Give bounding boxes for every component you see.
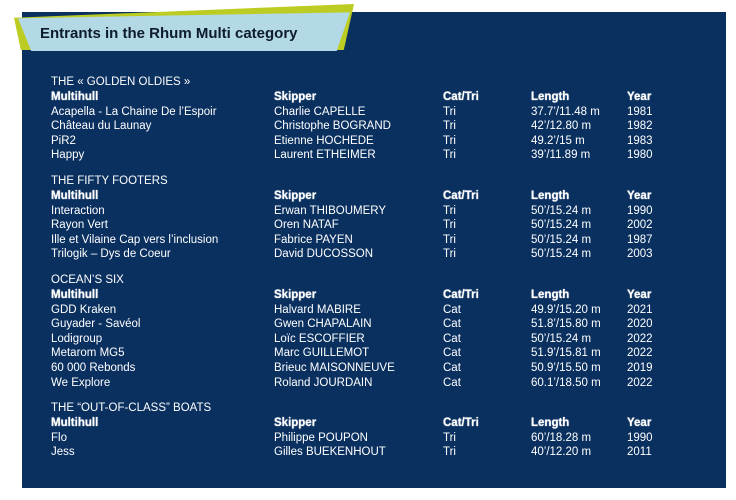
multihull-cell: We Explore [51, 376, 111, 389]
multihull-cell: Interaction [51, 204, 105, 217]
year-cell: 2022 [627, 347, 653, 360]
length-cell: 50’/15.24 m [531, 332, 592, 345]
cattri-header: Cat/Tri [443, 417, 479, 430]
year-cell: 2019 [627, 361, 653, 374]
skipper-cell: Gwen CHAPALAIN [274, 318, 372, 331]
length-cell: 50’/15.24 m [531, 233, 592, 246]
cattri-cell: Tri [443, 248, 456, 261]
skipper-cell: Brieuc MAISONNEUVE [274, 361, 395, 374]
length-cell: 49.2’/15 m [531, 134, 585, 147]
length-cell: 51.8’/15.80 m [531, 318, 601, 331]
skipper-cell: Marc GUILLEMOT [274, 347, 370, 360]
year-cell: 2022 [627, 332, 653, 345]
skipper-cell: Loïc ESCOFFIER [274, 332, 365, 345]
table-row [51, 233, 701, 248]
length-header: Length [531, 288, 570, 301]
multihull-cell: Jess [51, 446, 75, 459]
skipper-cell: Halvard MABIRE [274, 303, 361, 316]
length-cell: 60’/18.28 m [531, 431, 592, 444]
multihull-cell: Flo [51, 431, 67, 444]
section-title: THE FIFTY FOOTERS [51, 174, 168, 187]
cattri-header: Cat/Tri [443, 189, 479, 202]
page-title: Entrants in the Rhum Multi category [40, 25, 298, 42]
year-cell: 2011 [627, 446, 652, 459]
entrants-table [51, 75, 701, 471]
section-title: OCEAN’S SIX [51, 273, 124, 286]
length-cell: 50’/15.24 m [531, 219, 592, 232]
header-row [51, 90, 701, 105]
year-cell: 1990 [627, 431, 653, 444]
multihull-cell: GDD Kraken [51, 303, 117, 316]
table-row [51, 119, 701, 134]
cattri-cell: Tri [443, 219, 456, 232]
skipper-cell: Etienne HOCHEDE [274, 134, 374, 147]
skipper-header: Skipper [274, 417, 317, 430]
multihull-header: Multihull [51, 91, 99, 103]
section-title: THE “OUT-OF-CLASS” BOATS [51, 402, 212, 415]
section [51, 401, 701, 460]
multihull-cell: Guyader - Savéol [51, 318, 141, 331]
multihull-cell: Metarom MG5 [51, 347, 125, 360]
table-row [51, 445, 701, 460]
year-cell: 1983 [627, 134, 653, 147]
cattri-cell: Tri [443, 120, 456, 133]
multihull-cell: Happy [51, 149, 85, 162]
cattri-cell: Tri [443, 204, 456, 217]
length-cell: 49.9’/15.20 m [531, 303, 601, 316]
cattri-cell: Cat [443, 347, 461, 360]
skipper-header: Skipper [274, 288, 317, 301]
year-cell: 2003 [627, 248, 653, 261]
skipper-cell: Laurent ETHEIMER [274, 149, 376, 162]
year-cell: 2002 [627, 219, 653, 232]
year-header: Year [627, 417, 652, 430]
table-row [51, 105, 701, 120]
table-row [51, 303, 701, 318]
section [51, 75, 701, 163]
year-cell: 1981 [627, 105, 653, 118]
year-header: Year [627, 91, 652, 103]
skipper-cell: Charlie CAPELLE [274, 105, 366, 118]
multihull-header: Multihull [51, 189, 99, 202]
multihull-cell: Lodigroup [51, 332, 103, 345]
multihull-cell: Trilogik – Dys de Coeur [51, 248, 171, 261]
length-header: Length [531, 417, 570, 430]
cattri-cell: Cat [443, 303, 461, 316]
section [51, 273, 701, 390]
year-cell: 1987 [627, 233, 653, 246]
cattri-cell: Cat [443, 361, 461, 374]
skipper-cell: Gilles BUEKENHOUT [274, 446, 386, 459]
year-cell: 2022 [627, 376, 653, 389]
multihull-cell: 60 000 Rebonds [51, 361, 136, 374]
multihull-cell: PiR2 [51, 134, 76, 147]
length-header: Length [531, 91, 570, 103]
cattri-cell: Tri [443, 446, 456, 459]
skipper-cell: Christophe BOGRAND [274, 120, 391, 133]
length-header: Length [531, 189, 570, 202]
length-cell: 51.9’/15.81 m [531, 347, 601, 360]
length-cell: 40’/12.20 m [531, 446, 592, 459]
length-cell: 50.9’/15.50 m [531, 361, 601, 374]
skipper-cell: Roland JOURDAIN [274, 376, 373, 389]
cattri-cell: Cat [443, 318, 461, 331]
cattri-header: Cat/Tri [443, 91, 479, 103]
year-cell: 2020 [627, 318, 653, 331]
table-row [51, 361, 701, 376]
cattri-cell: Tri [443, 149, 456, 162]
table-row [51, 204, 701, 219]
header-row [51, 288, 701, 303]
table-row [51, 148, 701, 163]
cattri-cell: Cat [443, 332, 461, 345]
cattri-cell: Tri [443, 431, 456, 444]
length-cell: 37.7’/11.48 m [531, 105, 600, 118]
multihull-cell: Château du Launay [51, 120, 152, 133]
multihull-cell: Ille et Vilaine Cap vers l’inclusion [51, 233, 219, 246]
skipper-cell: Philippe POUPON [274, 431, 368, 444]
multihull-header: Multihull [51, 288, 99, 301]
table-row [51, 218, 701, 233]
multihull-header: Multihull [51, 417, 99, 430]
length-cell: 42’/12.80 m [531, 120, 592, 133]
cattri-cell: Tri [443, 233, 456, 246]
skipper-cell: Erwan THIBOUMERY [274, 204, 387, 217]
table-row [51, 247, 701, 262]
multihull-cell: Rayon Vert [51, 219, 108, 232]
year-header: Year [627, 288, 652, 301]
cattri-cell: Cat [443, 376, 461, 389]
multihull-cell: Acapella - La Chaine De l’Espoir [51, 105, 217, 118]
table-row [51, 346, 701, 361]
year-cell: 1990 [627, 204, 653, 217]
year-cell: 1982 [627, 120, 653, 133]
cattri-cell: Tri [443, 134, 456, 147]
length-cell: 50’/15.24 m [531, 248, 592, 261]
skipper-cell: David DUCOSSON [274, 248, 374, 261]
header-row [51, 189, 701, 204]
table-row [51, 134, 701, 149]
cattri-cell: Tri [443, 105, 456, 118]
length-cell: 39’/11.89 m [531, 149, 591, 162]
skipper-header: Skipper [274, 91, 317, 103]
table-row [51, 332, 701, 347]
table-row [51, 376, 701, 391]
length-cell: 50’/15.24 m [531, 204, 592, 217]
table-row [51, 317, 701, 332]
table-row [51, 431, 701, 446]
section [51, 174, 701, 262]
section-title: THE « GOLDEN OLDIES » [51, 76, 191, 88]
skipper-cell: Oren NATAF [274, 219, 339, 232]
header-row [51, 416, 701, 431]
year-header: Year [627, 189, 652, 202]
skipper-header: Skipper [274, 189, 317, 202]
year-cell: 2021 [627, 303, 653, 316]
length-cell: 60.1’/18.50 m [531, 376, 601, 389]
cattri-header: Cat/Tri [443, 288, 479, 301]
skipper-cell: Fabrice PAYEN [274, 233, 353, 246]
year-cell: 1980 [627, 149, 653, 162]
